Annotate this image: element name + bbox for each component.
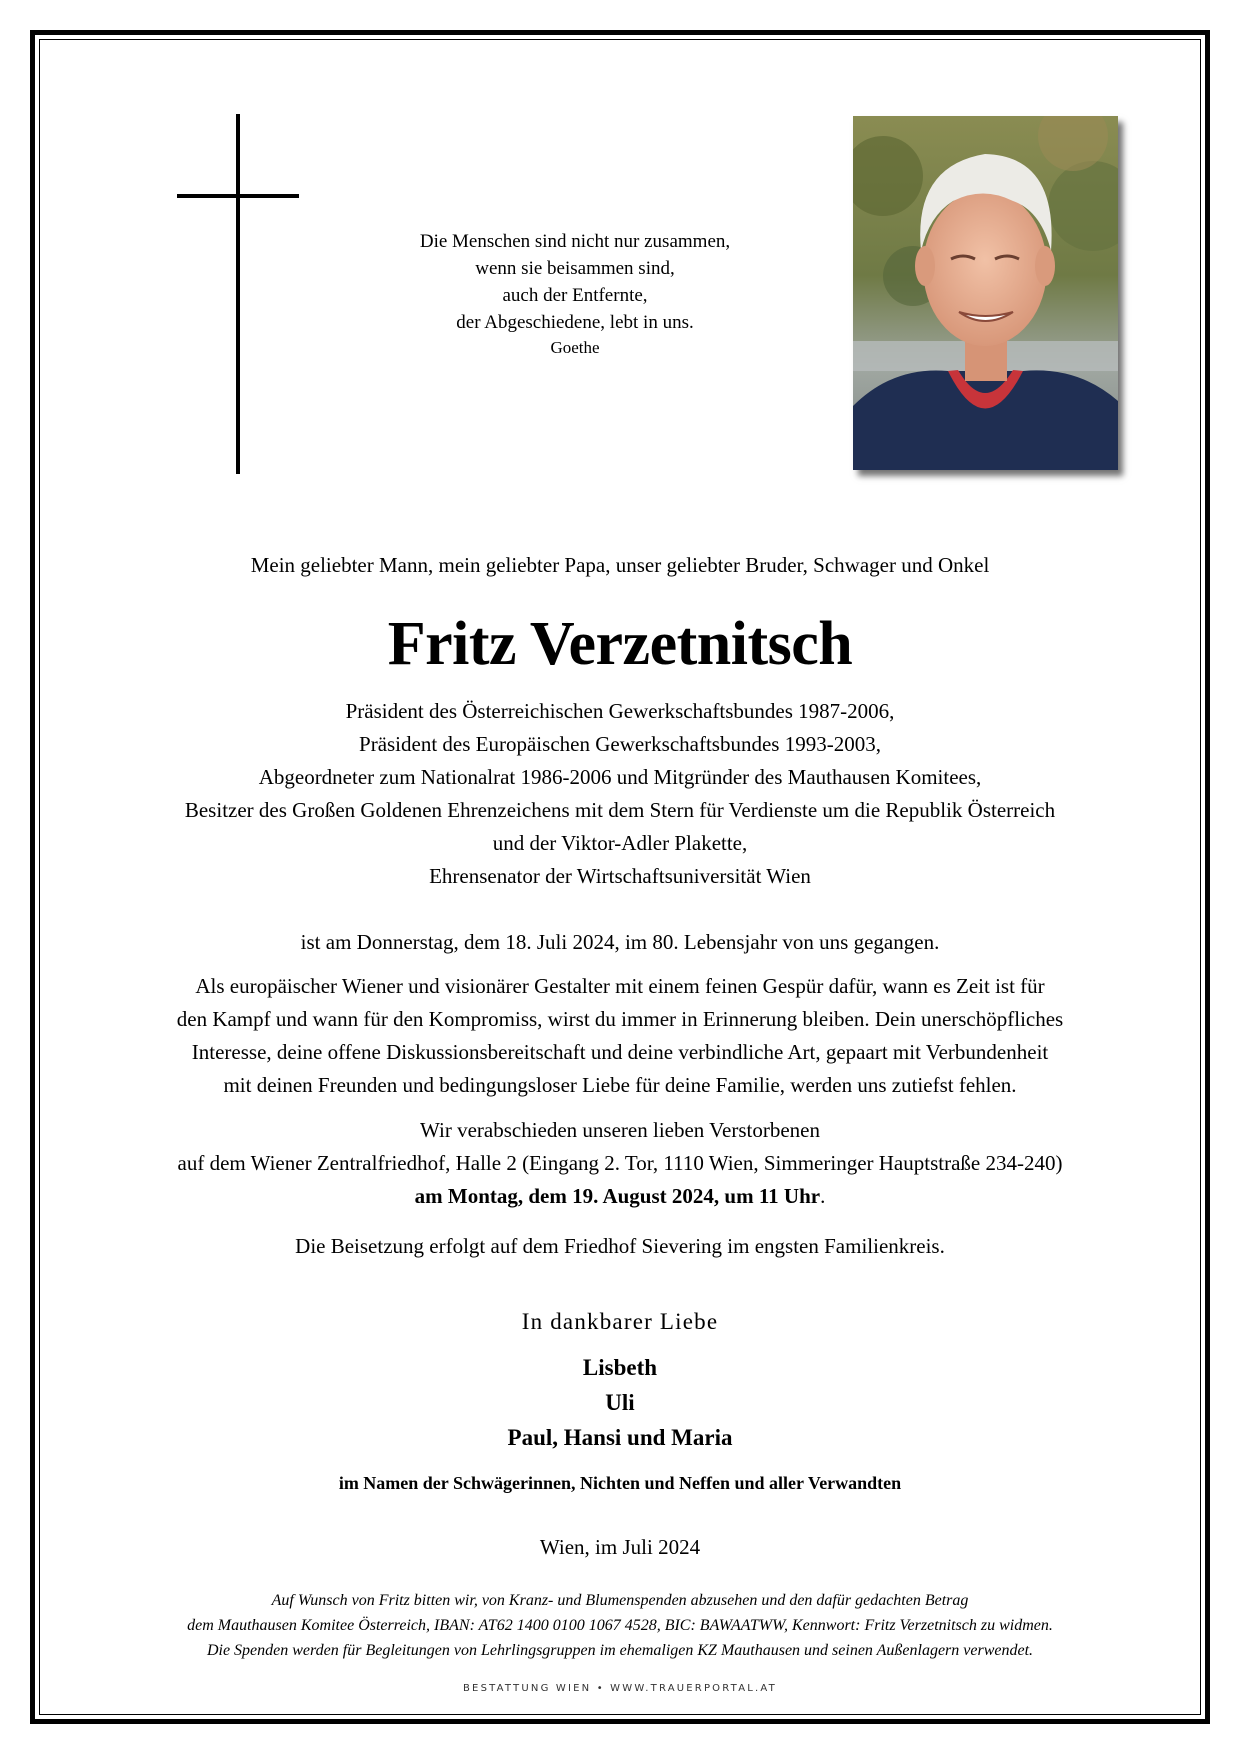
deceased-name: Fritz Verzetnitsch xyxy=(387,610,853,678)
quote xyxy=(330,228,820,360)
title-line: Ehrensenator der Wirtschaftsuniversität Wien xyxy=(429,864,811,888)
death-notice: ist am Donnerstag, dem 18. Juli 2024, im 80. Lebensjahr von uns gegangen. xyxy=(300,930,940,954)
quote-line: der Abgeschiedene, lebt in uns. xyxy=(456,312,694,333)
quote-line: wenn sie beisammen sind, xyxy=(475,258,675,279)
family-member: Uli xyxy=(605,1390,635,1415)
footer-credit: BESTATTUNG WIEN • WWW.TRAUERPORTAL.AT xyxy=(463,1683,777,1694)
intro-line: Mein geliebter Mann, mein geliebter Papa, unser geliebter Bruder, Schwager und Onkel xyxy=(250,553,990,577)
family-member: Lisbeth xyxy=(582,1355,658,1380)
service-date: am Montag, dem 19. August 2024, um 11 Uhr xyxy=(414,1184,821,1208)
quote-line: auch der Entfernte, xyxy=(502,285,648,306)
title-line: Abgeordneter zum Nationalrat 1986-2006 und Mitgründer des Mauthausen Komitees, xyxy=(258,765,982,789)
title-line: Präsident des Europäischen Gewerkschaftsbundes 1993-2003, xyxy=(359,732,881,756)
tribute-line: Als europäischer Wiener und visionärer Gestalter mit einem feinen Gespür dafür, wann es Zeit ist für xyxy=(195,974,1045,998)
titles xyxy=(60,695,1180,893)
title-line: und der Viktor-Adler Plakette, xyxy=(492,831,748,855)
quote-author: Goethe xyxy=(550,338,600,357)
title-line: Besitzer des Großen Goldenen Ehrenzeichens mit dem Stern für Verdienste um die Republik Österreich xyxy=(184,798,1056,822)
donation-line: Die Spenden werden für Begleitungen von Lehrlingsgruppen im ehemaligen KZ Mauthausen und seinen Außenlagern verwendet. xyxy=(206,1642,1034,1659)
tribute-line: den Kampf und wann für den Kompromiss, wirst du immer in Erinnerung bleiben. Dein unerschöpfliches xyxy=(176,1007,1064,1031)
relatives-line: im Namen der Schwägerinnen, Nichten und Neffen und aller Verwandten xyxy=(338,1473,902,1493)
tribute-line: mit deinen Freunden und bedingungsloser Liebe für deine Familie, werden uns zutiefst fehlen. xyxy=(223,1073,1017,1097)
service-date-suffix: . xyxy=(820,1184,826,1208)
tribute-line: Interesse, deine offene Diskussionsbereitschaft und deine verbindliche Art, gepaart mit Verbundenheit xyxy=(191,1040,1049,1064)
service-info xyxy=(60,1114,1180,1213)
quote-line: Die Menschen sind nicht nur zusammen, xyxy=(419,231,731,252)
burial-info: Die Beisetzung erfolgt auf dem Friedhof Sievering im engsten Familienkreis. xyxy=(295,1234,945,1258)
service-location: auf dem Wiener Zentralfriedhof, Halle 2 (Eingang 2. Tor, 1110 Wien, Simmeringer Hauptstraße 234-240) xyxy=(177,1151,1063,1175)
donation-note xyxy=(60,1588,1180,1663)
portrait-photo xyxy=(853,116,1118,470)
family-names xyxy=(60,1350,1180,1455)
title-line: Präsident des Österreichischen Gewerkschaftsbundes 1987-2006, xyxy=(345,699,895,723)
greeting: In dankbarer Liebe xyxy=(521,1309,719,1334)
tribute xyxy=(60,970,1180,1102)
donation-line: dem Mauthausen Komitee Österreich, IBAN: AT62 1400 0100 1067 4528, BIC: BAWAATWW, Kennwort: Fritz Verzetnitsch zu widmen. xyxy=(187,1617,1053,1634)
service-date-line xyxy=(60,1180,1180,1213)
service-line: Wir verabschieden unseren lieben Verstorbenen xyxy=(420,1118,820,1142)
place-date: Wien, im Juli 2024 xyxy=(539,1535,701,1559)
donation-line: Auf Wunsch von Fritz bitten wir, von Kranz- und Blumenspenden abzusehen und den dafür gedachten Betrag xyxy=(271,1592,969,1609)
family-member: Paul, Hansi und Maria xyxy=(507,1425,733,1450)
